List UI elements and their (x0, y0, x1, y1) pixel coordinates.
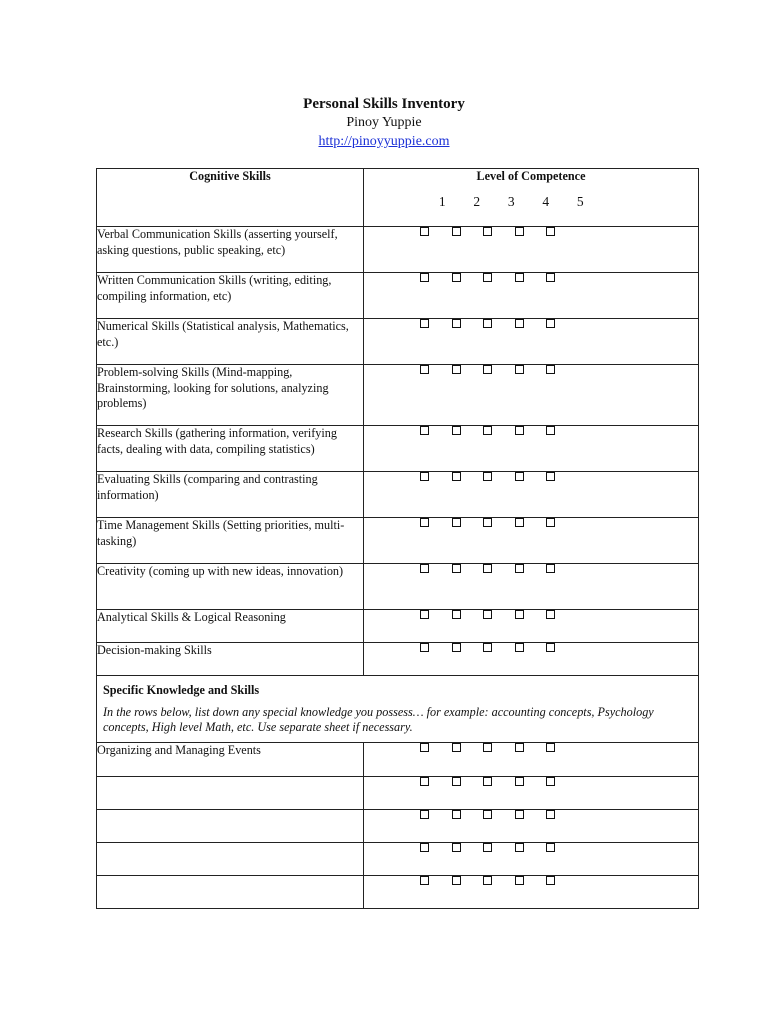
level-checkbox-4[interactable] (515, 426, 524, 435)
level-checkbox-5[interactable] (546, 319, 555, 328)
checkbox-group (364, 273, 698, 282)
competence-checkboxes (364, 472, 699, 518)
level-checkbox-1[interactable] (420, 843, 429, 852)
competence-checkboxes (364, 743, 699, 777)
level-checkbox-5[interactable] (546, 610, 555, 619)
level-checkbox-4[interactable] (515, 227, 524, 236)
level-checkbox-5[interactable] (546, 777, 555, 786)
skill-label: Verbal Communication Skills (asserting yourself, asking questions, public speaking, etc) (97, 227, 364, 273)
level-checkbox-4[interactable] (515, 610, 524, 619)
level-checkbox-4[interactable] (515, 810, 524, 819)
level-checkbox-3[interactable] (483, 518, 492, 527)
level-checkbox-4[interactable] (515, 777, 524, 786)
specific-skill-field[interactable] (97, 876, 364, 909)
skill-label: Creativity (coming up with new ideas, innovation) (97, 564, 364, 610)
level-checkbox-1[interactable] (420, 810, 429, 819)
checkbox-group (364, 610, 698, 619)
level-checkbox-5[interactable] (546, 564, 555, 573)
level-checkbox-4[interactable] (515, 743, 524, 752)
level-checkbox-3[interactable] (483, 472, 492, 481)
level-checkbox-5[interactable] (546, 518, 555, 527)
checkbox-group (364, 643, 698, 652)
checkbox-group (364, 472, 698, 481)
level-checkbox-2[interactable] (452, 843, 461, 852)
specific-skill-row (97, 843, 699, 876)
level-checkbox-3[interactable] (483, 564, 492, 573)
skill-label: Numerical Skills (Statistical analysis, Mathematics, etc.) (97, 319, 364, 365)
skill-row (97, 319, 699, 365)
skill-label: Problem-solving Skills (Mind-mapping, Brainstorming, looking for solutions, analyzing problems) (97, 365, 364, 426)
specific-knowledge-cell (97, 676, 699, 743)
competence-checkboxes (364, 777, 699, 810)
competence-checkboxes (364, 426, 699, 472)
checkbox-group (364, 227, 698, 236)
skill-label: Written Communication Skills (writing, editing, compiling information, etc) (97, 273, 364, 319)
level-checkbox-3[interactable] (483, 319, 492, 328)
skill-row (97, 472, 699, 518)
level-checkbox-4[interactable] (515, 472, 524, 481)
level-checkbox-1[interactable] (420, 610, 429, 619)
level-checkbox-4[interactable] (515, 273, 524, 282)
specific-skill-row (97, 810, 699, 843)
skill-label: Decision-making Skills (97, 643, 364, 676)
specific-skill-row (97, 876, 699, 909)
skill-row (97, 643, 699, 676)
cognitive-skills-header: Cognitive Skills (97, 169, 364, 227)
checkbox-group (364, 810, 698, 819)
level-checkbox-3[interactable] (483, 843, 492, 852)
level-checkbox-3[interactable] (483, 426, 492, 435)
competence-checkboxes (364, 518, 699, 564)
level-numbers (364, 194, 698, 210)
specific-skill-row (97, 777, 699, 810)
level-checkbox-2[interactable] (452, 472, 461, 481)
competence-checkboxes (364, 610, 699, 643)
skill-label: Evaluating Skills (comparing and contrasting information) (97, 472, 364, 518)
level-checkbox-1[interactable] (420, 777, 429, 786)
level-checkbox-2[interactable] (452, 319, 461, 328)
level-checkbox-4[interactable] (515, 518, 524, 527)
competence-checkboxes (364, 365, 699, 426)
skill-row (97, 227, 699, 273)
level-4: 4 (542, 193, 550, 209)
level-checkbox-2[interactable] (452, 743, 461, 752)
level-checkbox-5[interactable] (546, 426, 555, 435)
specific-skill-row (97, 743, 699, 777)
competence-checkboxes (364, 564, 699, 610)
level-checkbox-2[interactable] (452, 564, 461, 573)
level-checkbox-5[interactable] (546, 810, 555, 819)
level-checkbox-3[interactable] (483, 643, 492, 652)
checkbox-group (364, 426, 698, 435)
skills-table (96, 168, 699, 909)
checkbox-group (364, 564, 698, 573)
skill-row (97, 610, 699, 643)
level-checkbox-1[interactable] (420, 227, 429, 236)
level-checkbox-5[interactable] (546, 273, 555, 282)
specific-skill-field[interactable] (97, 810, 364, 843)
level-checkbox-1[interactable] (420, 518, 429, 527)
level-checkbox-2[interactable] (452, 273, 461, 282)
level-3: 3 (507, 193, 515, 209)
level-checkbox-2[interactable] (452, 426, 461, 435)
level-checkbox-4[interactable] (515, 843, 524, 852)
level-checkbox-2[interactable] (452, 610, 461, 619)
specific-knowledge-section (97, 676, 699, 743)
level-checkbox-3[interactable] (483, 743, 492, 752)
competence-checkboxes (364, 319, 699, 365)
level-5: 5 (576, 193, 584, 209)
level-checkbox-1[interactable] (420, 319, 429, 328)
checkbox-group (364, 743, 698, 752)
skill-row (97, 564, 699, 610)
skill-row (97, 365, 699, 426)
level-checkbox-2[interactable] (452, 876, 461, 885)
level-checkbox-3[interactable] (483, 610, 492, 619)
level-checkbox-2[interactable] (452, 777, 461, 786)
level-checkbox-4[interactable] (515, 319, 524, 328)
level-checkbox-3[interactable] (483, 876, 492, 885)
level-checkbox-2[interactable] (452, 227, 461, 236)
level-checkbox-3[interactable] (483, 365, 492, 374)
competence-header (364, 169, 699, 227)
level-2: 2 (473, 193, 481, 209)
specific-skill-field[interactable] (97, 777, 364, 810)
skill-row (97, 426, 699, 472)
level-checkbox-1[interactable] (420, 273, 429, 282)
document-author: Pinoy Yuppie (346, 115, 422, 130)
level-checkbox-3[interactable] (483, 777, 492, 786)
level-checkbox-5[interactable] (546, 643, 555, 652)
checkbox-group (364, 843, 698, 852)
website-link[interactable]: http://pinoyyuppie.com (318, 134, 450, 149)
level-checkbox-5[interactable] (546, 843, 555, 852)
level-checkbox-1[interactable] (420, 743, 429, 752)
skill-row (97, 273, 699, 319)
level-checkbox-5[interactable] (546, 472, 555, 481)
skill-label: Analytical Skills & Logical Reasoning (97, 610, 364, 643)
competence-checkboxes (364, 643, 699, 676)
level-checkbox-2[interactable] (452, 518, 461, 527)
document-header (0, 95, 768, 151)
level-checkbox-4[interactable] (515, 643, 524, 652)
competence-checkboxes (364, 843, 699, 876)
level-checkbox-1[interactable] (420, 643, 429, 652)
level-checkbox-1[interactable] (420, 876, 429, 885)
checkbox-group (364, 365, 698, 374)
competence-header-label: Level of Competence (476, 169, 586, 183)
level-checkbox-4[interactable] (515, 365, 524, 374)
table-header-row (97, 169, 699, 227)
document-title: Personal Skills Inventory (303, 96, 465, 112)
checkbox-group (364, 319, 698, 328)
level-checkbox-2[interactable] (452, 365, 461, 374)
competence-checkboxes (364, 227, 699, 273)
specific-skill-field[interactable] (97, 843, 364, 876)
level-checkbox-2[interactable] (452, 810, 461, 819)
skill-row (97, 518, 699, 564)
level-checkbox-5[interactable] (546, 365, 555, 374)
checkbox-group (364, 777, 698, 786)
level-checkbox-4[interactable] (515, 876, 524, 885)
level-checkbox-5[interactable] (546, 227, 555, 236)
skill-label: Time Management Skills (Setting priorities, multi-tasking) (97, 518, 364, 564)
level-checkbox-2[interactable] (452, 643, 461, 652)
level-checkbox-5[interactable] (546, 743, 555, 752)
competence-checkboxes (364, 810, 699, 843)
level-checkbox-1[interactable] (420, 564, 429, 573)
competence-checkboxes (364, 876, 699, 909)
level-checkbox-3[interactable] (483, 273, 492, 282)
skill-label: Research Skills (gathering information, verifying facts, dealing with data, compiling statistics) (97, 426, 364, 472)
level-checkbox-1[interactable] (420, 365, 429, 374)
competence-checkboxes (364, 273, 699, 319)
level-checkbox-3[interactable] (483, 810, 492, 819)
level-checkbox-1[interactable] (420, 426, 429, 435)
specific-knowledge-instructions: In the rows below, list down any special knowledge you possess… for example: accounting concepts, Psychology concepts, High level Math, etc. Use separate sheet if necessary. (103, 704, 654, 734)
checkbox-group (364, 876, 698, 885)
level-checkbox-5[interactable] (546, 876, 555, 885)
checkbox-group (364, 518, 698, 527)
level-checkbox-3[interactable] (483, 227, 492, 236)
specific-knowledge-title: Specific Knowledge and Skills (103, 683, 260, 697)
level-checkbox-1[interactable] (420, 472, 429, 481)
specific-skill-field[interactable]: Organizing and Managing Events (97, 743, 364, 777)
level-checkbox-4[interactable] (515, 564, 524, 573)
level-1: 1 (438, 193, 446, 209)
